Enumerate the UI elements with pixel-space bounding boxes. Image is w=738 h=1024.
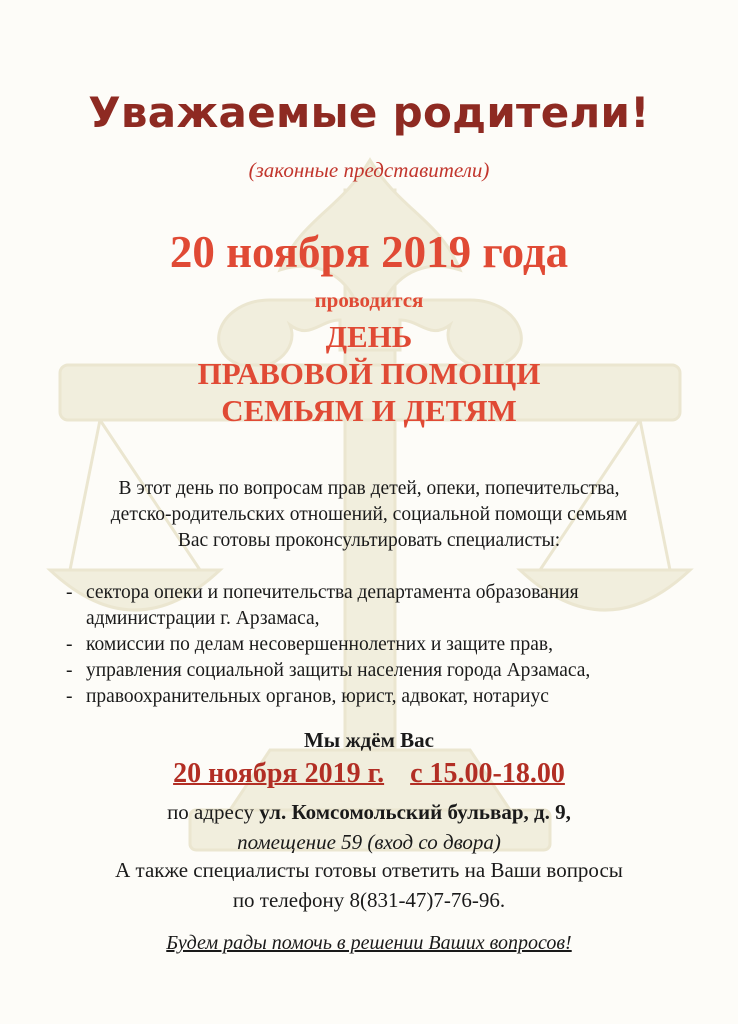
- list-item: - управления социальной защиты населения города Арзамаса,: [66, 660, 591, 681]
- list-item: - комиссии по делам несовершеннолетних и защите прав,: [66, 634, 553, 655]
- event-date-heading: 20 ноября 2019 года: [169, 227, 569, 277]
- description-line: детско-родительских отношений, социальной помощи семьям: [110, 504, 628, 525]
- list-item: - сектора опеки и попечительства департамента образования: [66, 582, 579, 603]
- room-line: помещение 59 (вход со двора): [237, 830, 501, 854]
- list-item-text: управления социальной защиты населения города Арзамаса,: [86, 660, 591, 681]
- specialists-list: [66, 580, 706, 710]
- address-line: [0, 800, 738, 825]
- phone-number-line: по телефону 8(831-47)7-76-96.: [232, 888, 506, 912]
- salutation-heading: Уважаемые родители!: [88, 88, 650, 137]
- list-item-text: сектора опеки и попечительства департамента образования: [86, 582, 579, 603]
- description-line: Вас готовы проконсультировать специалисты:: [177, 530, 561, 551]
- phone-text-line: А также специалисты готовы ответить на Ваши вопросы: [115, 858, 623, 882]
- description-paragraph: [40, 476, 698, 554]
- description-line: В этот день по вопросам прав детей, опеки, попечительства,: [118, 478, 620, 499]
- when-date: 20 ноября 2019 г.: [173, 758, 385, 789]
- event-title-line: СЕМЬЯМ И ДЕТЯМ: [221, 393, 517, 428]
- list-item-text: правоохранительных органов, юрист, адвокат, нотариус: [86, 686, 549, 707]
- list-item-text: комиссии по делам несовершеннолетних и защите прав,: [86, 634, 553, 655]
- closing-line: Будем рады помочь в решении Ваших вопросов!: [166, 932, 572, 954]
- when-time: с 15.00-18.00: [410, 758, 565, 789]
- subtitle: (законные представители): [248, 158, 490, 182]
- waiting-line: Мы ждём Вас: [303, 728, 435, 752]
- event-title: [0, 318, 738, 429]
- list-item-text: администрации г. Арзамаса,: [86, 608, 320, 629]
- event-title-line: ДЕНЬ: [325, 319, 413, 354]
- address-value: ул. Комсомольский бульвар, д. 9,: [259, 800, 571, 824]
- list-item-continuation: [66, 606, 706, 632]
- address-prefix: по адресу: [167, 800, 254, 824]
- list-item: - правоохранительных органов, юрист, адвокат, нотариус: [66, 686, 549, 707]
- when-line: [0, 758, 738, 790]
- intro-word: проводится: [314, 288, 424, 312]
- event-title-line: ПРАВОВОЙ ПОМОЩИ: [197, 356, 541, 391]
